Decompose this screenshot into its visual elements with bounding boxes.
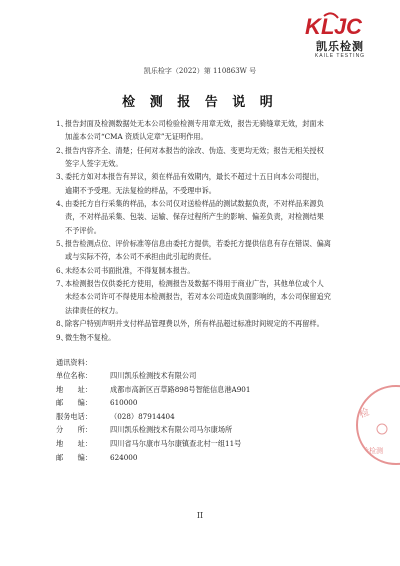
contact-value: 610000 — [110, 398, 138, 408]
notice-item-text: 除客户特别声明并支付样品管理费以外，所有样品超过标准时间规定的不再留样。 — [65, 319, 324, 329]
notice-item-text: 报告封面及检测数据处无本公司检验检测专用章无效，报告无骑缝章无效，封面未 — [65, 119, 324, 128]
notice-item-line — [56, 331, 352, 344]
notice-item-number — [56, 290, 65, 303]
notice-item-line — [56, 250, 352, 263]
logo-text-en: KAILE TESTING — [314, 53, 366, 59]
svg-text:C: C — [346, 14, 362, 39]
notice-item-text: 微生物不复检。 — [65, 332, 116, 342]
contact-row — [56, 369, 352, 383]
contact-label: 单位名称： — [56, 371, 92, 380]
notice-item-number: 1、 — [56, 119, 68, 128]
notice-item-number: 8、 — [56, 319, 68, 329]
notice-item-text: 未经本公司许可不得使用本检测报告，若对本公司造成负面影响的，本公司保留追究 — [65, 292, 331, 302]
svg-text:K: K — [305, 14, 321, 39]
contact-value: 624000 — [110, 452, 138, 462]
notice-item-number — [56, 304, 65, 317]
contact-info — [56, 356, 352, 464]
notice-item-line — [56, 237, 352, 250]
notice-item-line — [56, 290, 352, 303]
contact-label: 地 址： — [56, 438, 92, 448]
notice-item-text: 报告内容齐全、清楚；任何对本报告的涂改、伪造、变更均无效；报告无相关授权 — [65, 145, 324, 155]
notice-item-line — [56, 210, 352, 223]
svg-text:验检测: 验检测 — [362, 447, 383, 455]
notice-item-number: 5、 — [56, 239, 68, 249]
notice-item-text: 责，不对样品采集、包装、运输、保存过程所产生的影响、偏差负责，对检测结果 — [65, 212, 324, 222]
notice-item-number: 6、 — [56, 265, 68, 275]
contact-label: 邮 编： — [56, 398, 92, 408]
notice-item-line — [56, 170, 352, 183]
seal-stamp-icon — [358, 387, 400, 465]
notice-item-text: 委托方如对本报告有异议，须在样品有效期内，最长不超过十五日向本公司提出， — [65, 172, 324, 182]
logo-text-cn: 凯乐检测 — [316, 40, 364, 53]
notice-item-text: 加盖本公司“CMA 资质认定章”无证明作用。 — [65, 132, 208, 142]
contact-row — [56, 383, 352, 397]
notice-item-number: 2、 — [56, 145, 68, 155]
contact-row — [56, 410, 352, 424]
notice-item-line — [56, 197, 352, 210]
notice-item-line — [56, 264, 352, 277]
notice-item-number — [56, 130, 65, 143]
notice-item-line — [56, 224, 352, 237]
contact-label: 地 址： — [56, 384, 92, 394]
report-number: 凯乐检字（2022）第 110863W 号 — [143, 67, 257, 75]
inspection-seal-stamp — [356, 385, 400, 465]
notice-item-line — [56, 117, 352, 130]
notice-item-number — [56, 224, 65, 237]
notice-item-text: 报告检测点位、评价标准等信息由委托方提供，若委托方提供信息有存在错误、偏离 — [65, 239, 331, 249]
notice-item-number — [56, 210, 65, 223]
notice-item-number: 3、 — [56, 172, 68, 182]
notice-item-text: 法律责任的权力。 — [65, 305, 123, 315]
contact-label: 服务电话： — [56, 411, 92, 421]
notice-item-text: 本检测报告仅供委托方使用，检测报告及数据不得用于商业广告，其他单位或个人 — [65, 279, 324, 289]
contact-row — [56, 451, 352, 465]
svg-text:检: 检 — [358, 406, 371, 421]
notice-item-number — [56, 184, 65, 197]
notice-item-text: 不予评价。 — [65, 225, 101, 235]
notice-item-line — [56, 157, 352, 170]
contact-rows — [56, 369, 352, 464]
contact-row — [56, 437, 352, 451]
page-title: 检 测 报 告 说 明 — [122, 95, 278, 110]
notice-item-number — [56, 157, 65, 170]
page-number: II — [196, 511, 204, 520]
notice-item-text: 未经本公司书面批准，不得复制本报告。 — [65, 265, 195, 275]
notice-item-line — [56, 304, 352, 317]
notice-item-text: 逾期不予受理。无法复检的样品，不受理申诉。 — [65, 185, 216, 195]
contact-value: （028）87914404 — [110, 411, 175, 421]
notice-item-line — [56, 130, 352, 143]
contact-value: 成都市高新区百草路898号智能信息港A901 — [110, 384, 251, 394]
notice-item-line — [56, 277, 352, 290]
svg-text:J: J — [334, 14, 347, 39]
contact-value: 四川凯乐检测技术有限公司马尔康场所 — [110, 425, 233, 435]
notice-item-line — [56, 184, 352, 197]
kljc-logo-mark-icon — [304, 12, 376, 40]
notice-list — [56, 117, 352, 344]
notice-item-text: 签字人签字无效。 — [65, 159, 123, 169]
contact-heading: 通讯资料： — [56, 358, 92, 367]
notice-item-text: 或与实际不符，本公司不承担由此引起的责任。 — [65, 252, 216, 262]
contact-row — [56, 423, 352, 437]
notice-item-number: 9、 — [56, 332, 68, 342]
contact-value: 四川凯乐检测技术有限公司 — [110, 371, 197, 380]
notice-item-number: 7、 — [56, 279, 68, 289]
notice-item-line — [56, 144, 352, 157]
notice-item-number: 4、 — [56, 199, 68, 209]
contact-value: 四川省马尔康市马尔康镇查北村一组11号 — [110, 438, 242, 448]
company-logo — [300, 12, 380, 60]
contact-label: 邮 编： — [56, 452, 92, 462]
notice-item-line — [56, 317, 352, 330]
notice-item-number — [56, 250, 65, 263]
contact-row — [56, 396, 352, 410]
notice-item-text: 由委托方自行采集的样品，本公司仅对送检样品的测试数据负责，不对样品来源负 — [65, 199, 324, 209]
contact-label: 分 所： — [56, 425, 92, 435]
svg-text:L: L — [321, 14, 335, 39]
